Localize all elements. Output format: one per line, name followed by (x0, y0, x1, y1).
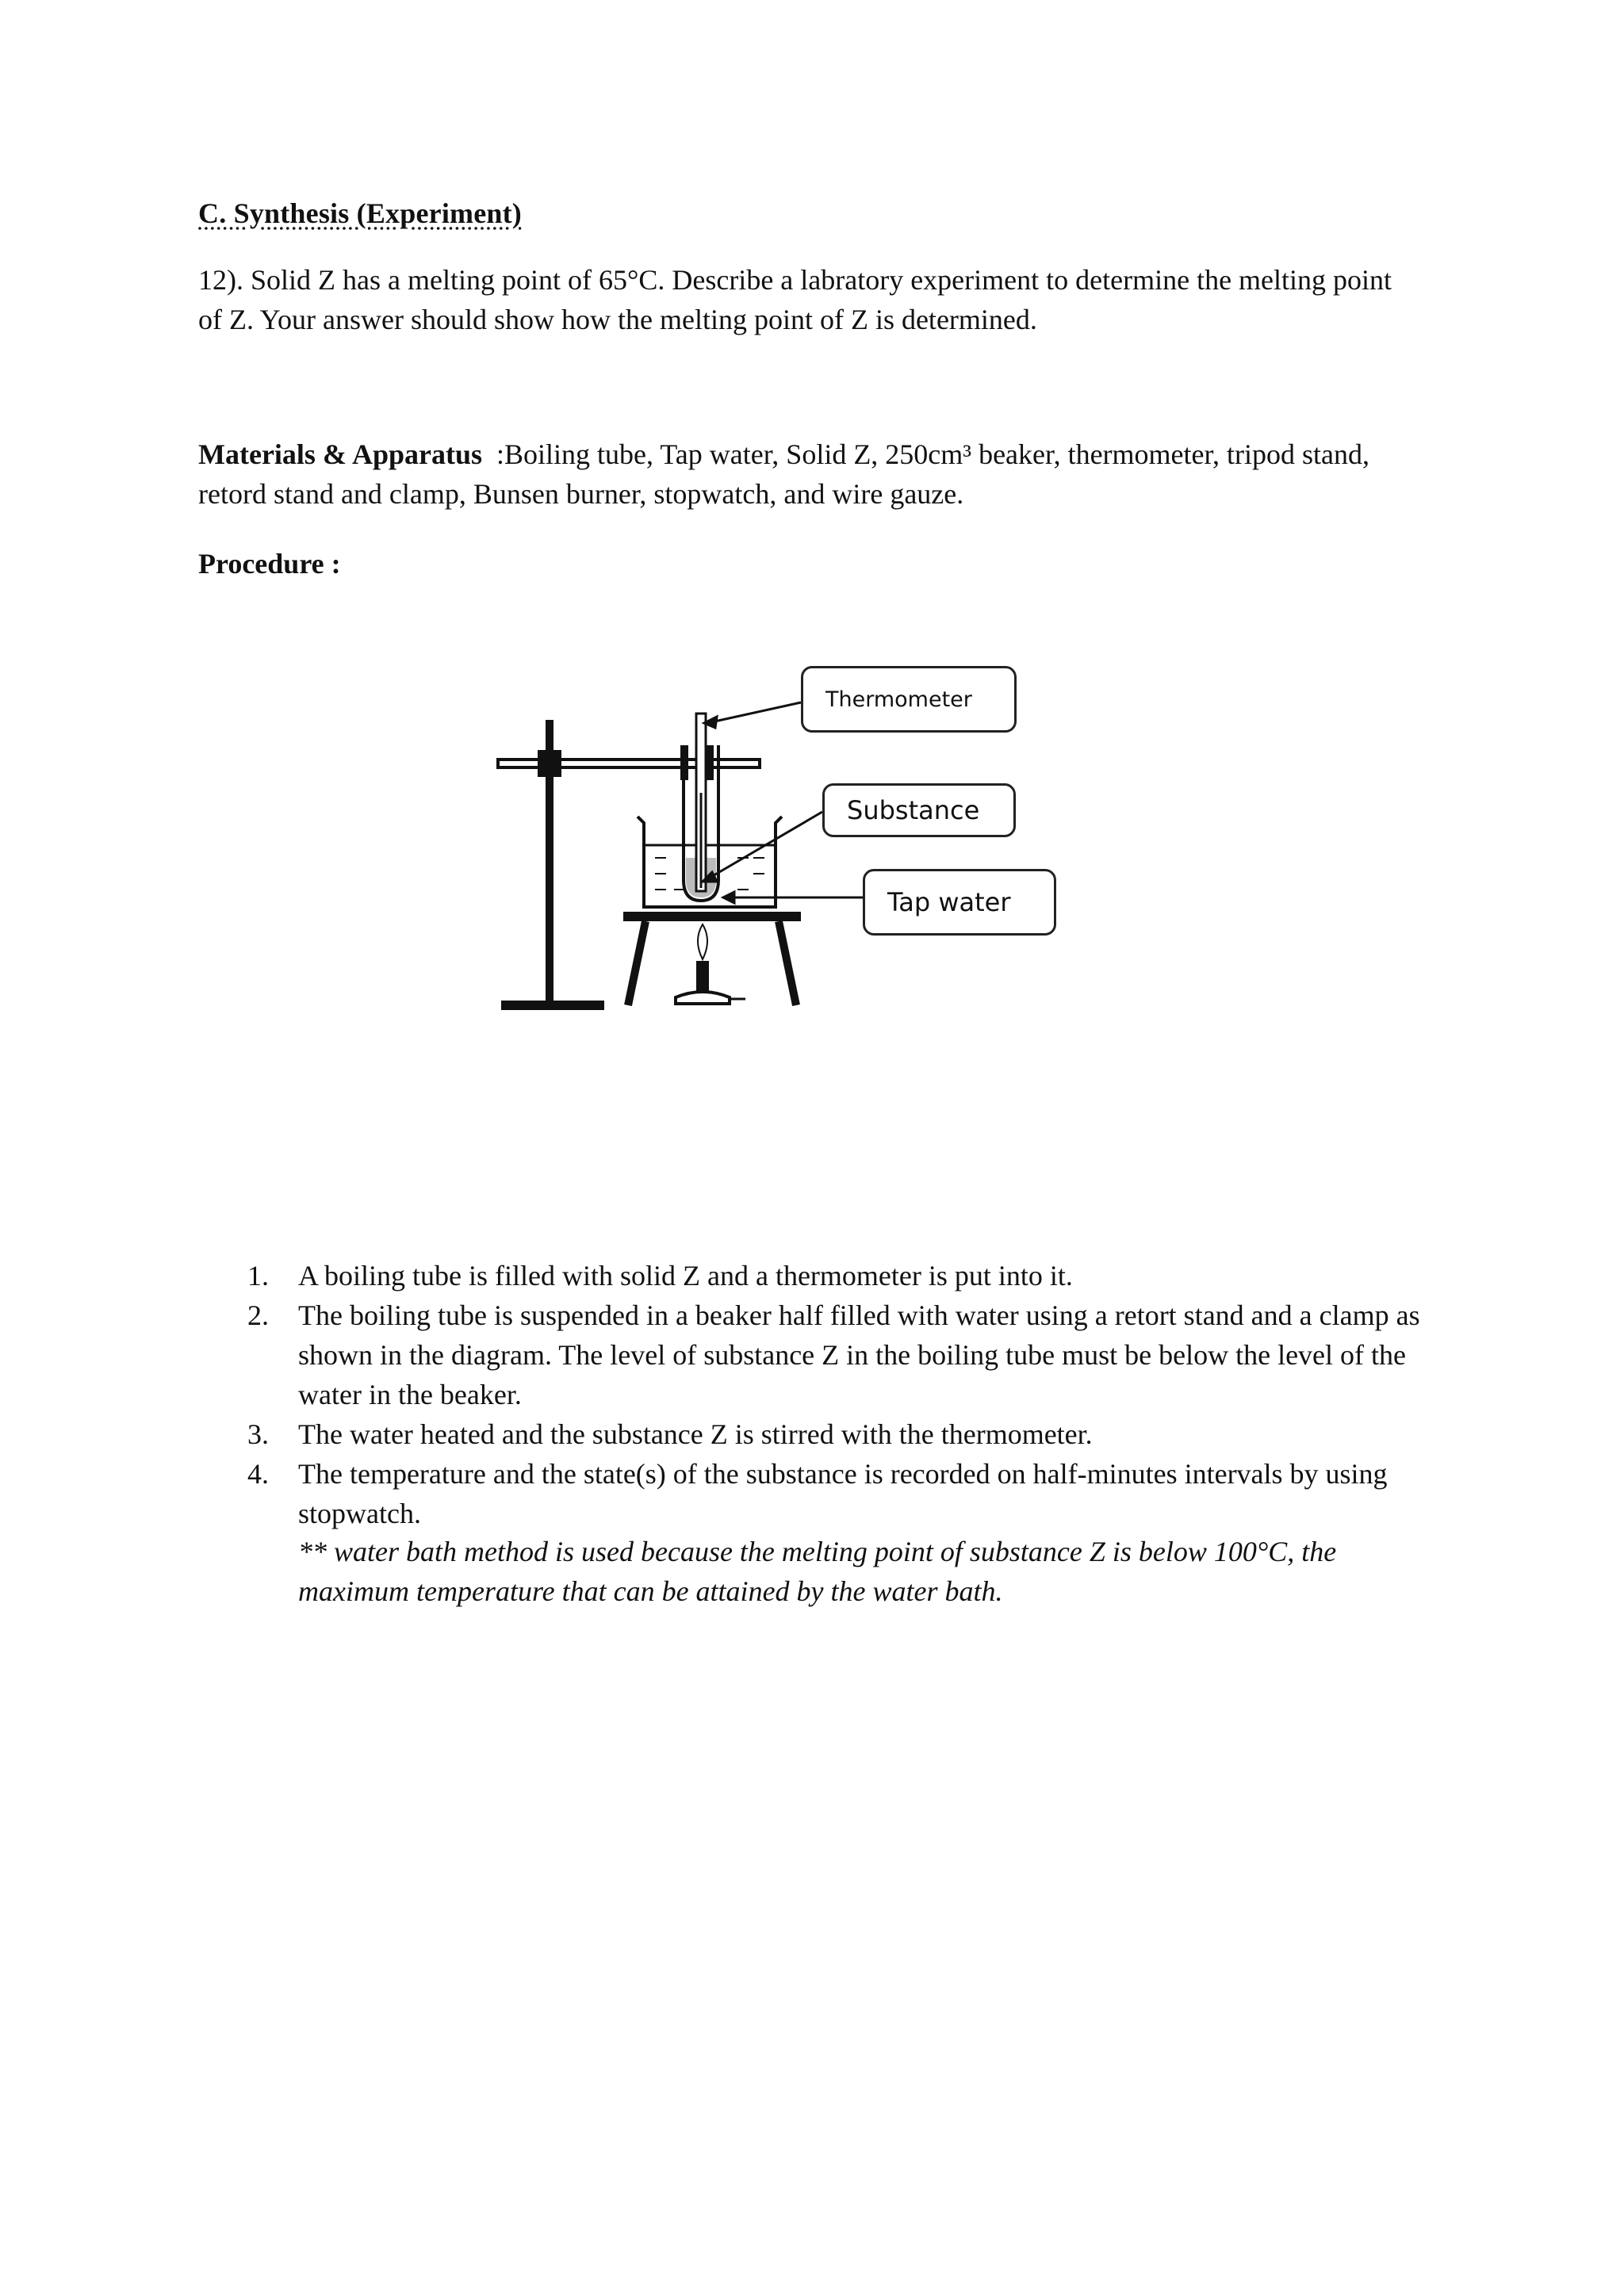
apparatus-diagram (476, 650, 1078, 1023)
water-bath-note: ** water bath method is used because the melting point of substance Z is below 100°C, the maximum temperature that can be attained by the water bath. (298, 1536, 1337, 1607)
substance-label: Substance (822, 783, 1016, 837)
section-heading: C. Synthesis (Experiment) (198, 197, 522, 229)
step-text: The boiling tube is suspended in a beaker half filled with water using a retort stand and a clamp as shown in the diagram. The level of substance Z in the boiling tube must be below the level of the water in the beaker. (298, 1299, 1420, 1410)
step-number: 3. (247, 1418, 269, 1450)
procedure-heading: Procedure : (198, 548, 341, 580)
step-text: The water heated and the substance Z is stirred with the thermometer. (298, 1418, 1093, 1450)
list-item (238, 1414, 1427, 1454)
question-text: 12). Solid Z has a melting point of 65°C. Describe a labratory experiment to determine the melting point of Z. Your answer should show how the melting point of Z is determined. (198, 264, 1392, 335)
step-number: 2. (247, 1299, 269, 1331)
list-item (238, 1295, 1427, 1414)
materials-label: Materials & Apparatus (198, 438, 482, 470)
list-item (238, 1256, 1427, 1295)
step-number: 1. (247, 1260, 269, 1292)
step-number: 4. (247, 1458, 269, 1490)
procedure-steps (238, 1256, 1427, 1533)
tap-water-label: Tap water (863, 869, 1056, 936)
step-text: The temperature and the state(s) of the substance is recorded on half-minutes intervals by using stopwatch. (298, 1458, 1388, 1529)
list-item (238, 1454, 1427, 1533)
step-text: A boiling tube is filled with solid Z and a thermometer is put into it. (298, 1260, 1073, 1292)
materials-text: :Boiling tube, Tap water, Solid Z, 250cm³ beaker, thermometer, tripod stand, retord stand and clamp, Bunsen burner, stopwatch, and wire gauze. (198, 438, 1370, 510)
materials-paragraph (198, 434, 1419, 514)
thermometer-label: Thermometer (801, 666, 1017, 733)
